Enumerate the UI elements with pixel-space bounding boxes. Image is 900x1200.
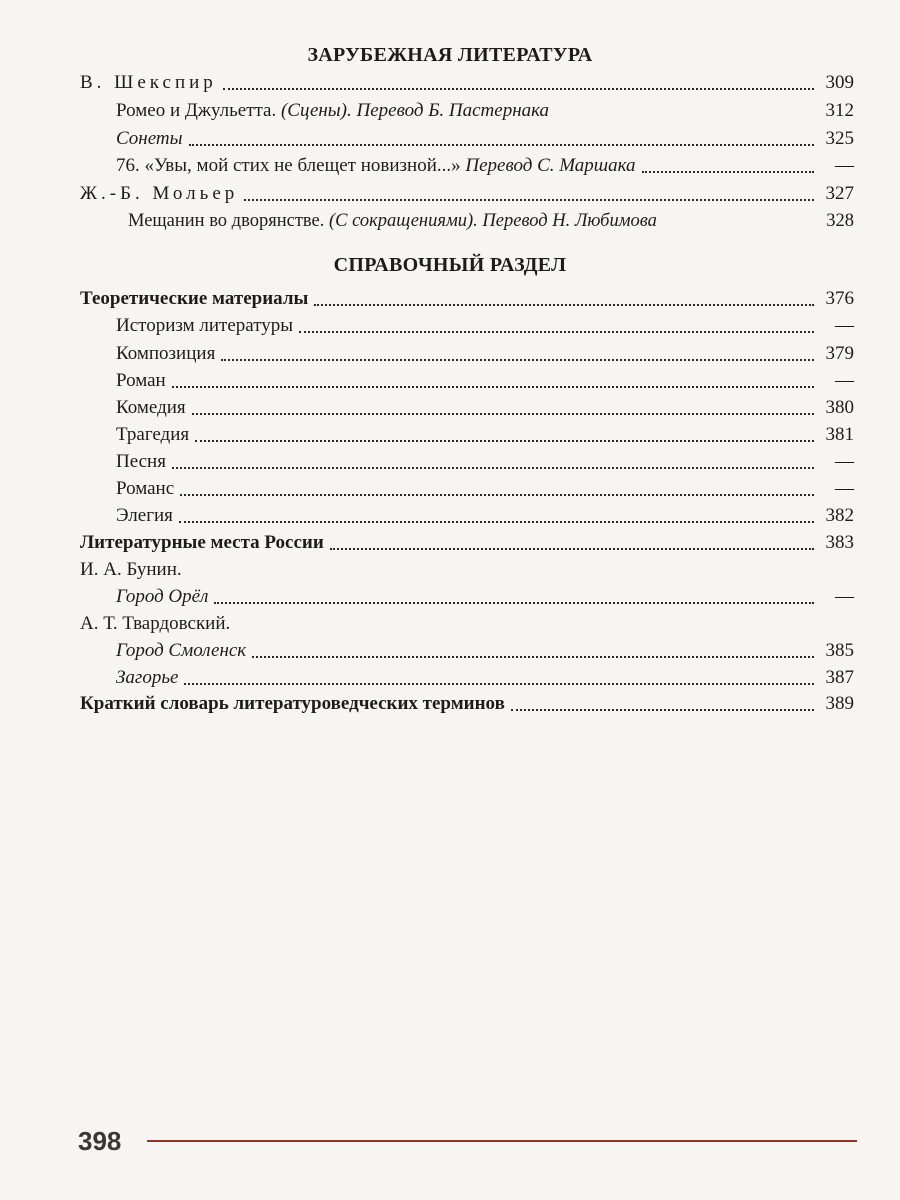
title-text: Мещанин во дворянстве. [128,211,325,231]
page-number-ref: 385 [825,640,854,661]
toc-entry-label: Город Орёл [116,586,209,607]
page-number-ref: 389 [825,693,854,714]
dot-leader [172,386,814,388]
page-number-ref: 387 [825,667,854,688]
dot-leader [244,199,814,201]
toc-entry-romance [116,474,854,504]
toc-entry-label: Литературные места России [80,532,324,553]
toc-entry-theoretical-materials [80,284,854,314]
dot-leader [252,656,814,658]
page-number-ref: — [835,478,854,499]
toc-entry-composition [116,339,854,369]
toc-entry-label: Теоретические материалы [80,288,309,309]
toc-entry-label: А. Т. Твардовский. [80,613,231,634]
page-number-ref: 382 [825,505,854,526]
title-italic-text: (Сцены). Перевод Б. Пастернака [280,100,550,121]
toc-entry-label: И. А. Бунин. [80,559,182,580]
toc-entry-orel [116,582,854,612]
page-number-ref: — [835,586,854,607]
toc-entry-label [128,206,657,236]
footer-rule [147,1140,857,1142]
dot-leader [172,467,814,469]
toc-entry-label: Краткий словарь литературоведческих терминов [80,693,505,714]
page-number: 398 [78,1126,122,1156]
page-number-ref: 327 [825,183,854,204]
toc-entry-label: Композиция [116,343,216,364]
dot-leader [330,548,814,550]
section-title-reference: СПРАВОЧНЫЙ РАЗДЕЛ [333,254,567,276]
toc-entry-literary-places [80,528,854,558]
title-text: 76. «Увы, мой стих не блещет новизной...» [116,155,461,176]
page-number-ref: 325 [825,128,854,149]
page-number-ref: 312 [825,100,854,121]
page-number-ref: 381 [825,424,854,445]
title-italic-text: (С сокращениями). Перевод Н. Любимова [329,211,657,231]
dot-leader [189,144,815,146]
toc-entry-smolensk [116,636,854,666]
toc-entry-label: Загорье [116,667,179,688]
toc-entry-sonnets [116,124,854,154]
toc-entry-label: Сонеты [116,128,183,149]
toc-entry-tvardovsky [80,609,854,639]
dot-leader [221,359,814,361]
toc-entry-elegy [116,501,854,531]
dot-leader [314,304,814,306]
toc-entry-label: Элегия [116,505,173,526]
toc-entry-dictionary [80,689,854,719]
toc-entry-moliere [80,179,854,209]
toc-entry-sonnet-76 [116,151,854,181]
toc-entry-novel [116,366,854,396]
dot-leader [223,88,814,90]
title-italic-text: Перевод С. Маршака [465,155,636,176]
dot-leader [179,521,814,523]
page-number-ref: — [835,155,854,176]
page-number-ref: 383 [825,532,854,553]
toc-entry-shakespeare [80,68,854,98]
toc-entry-label: Роман [116,370,166,391]
toc-entry-romeo-juliet [116,96,854,126]
page-number-ref: 309 [825,72,854,93]
toc-entry-label: В. Шекспир [80,72,217,93]
page-number-ref: — [835,370,854,391]
toc-entry-bunin [80,555,854,585]
toc-entry-label: Песня [116,451,166,472]
toc-entry-label: Ж.-Б. Мольер [80,183,239,204]
page-number-ref: — [835,451,854,472]
toc-entry-label: Комедия [116,397,186,418]
dot-leader [180,494,814,496]
page-number-ref: — [835,315,854,336]
toc-entry-label [116,151,636,181]
page-number-ref: 376 [825,288,854,309]
dot-leader [214,602,814,604]
toc-entry-label: Романс [116,478,175,499]
toc-entry-label: Историзм литературы [116,315,294,336]
toc-entry-comedy [116,393,854,423]
page-number-ref: 328 [826,211,854,231]
dot-leader [195,440,814,442]
toc-entry-label: Город Смоленск [116,640,247,661]
section-title-foreign-literature: ЗАРУБЕЖНАЯ ЛИТЕРАТУРА [307,44,593,66]
dot-leader [642,171,814,173]
toc-entry-historicism [116,311,854,341]
toc-entry-tragedy [116,420,854,450]
toc-entry-label [116,96,549,126]
dot-leader [299,331,814,333]
dot-leader [192,413,814,415]
toc-entry-label: Трагедия [116,424,190,445]
toc-entry-song [116,447,854,477]
toc-entry-bourgeois-gentleman [128,206,854,236]
title-text: Ромео и Джульетта. [116,100,277,121]
page-number-ref: 379 [825,343,854,364]
dot-leader [511,709,814,711]
page-number-ref: 380 [825,397,854,418]
dot-leader [184,683,814,685]
